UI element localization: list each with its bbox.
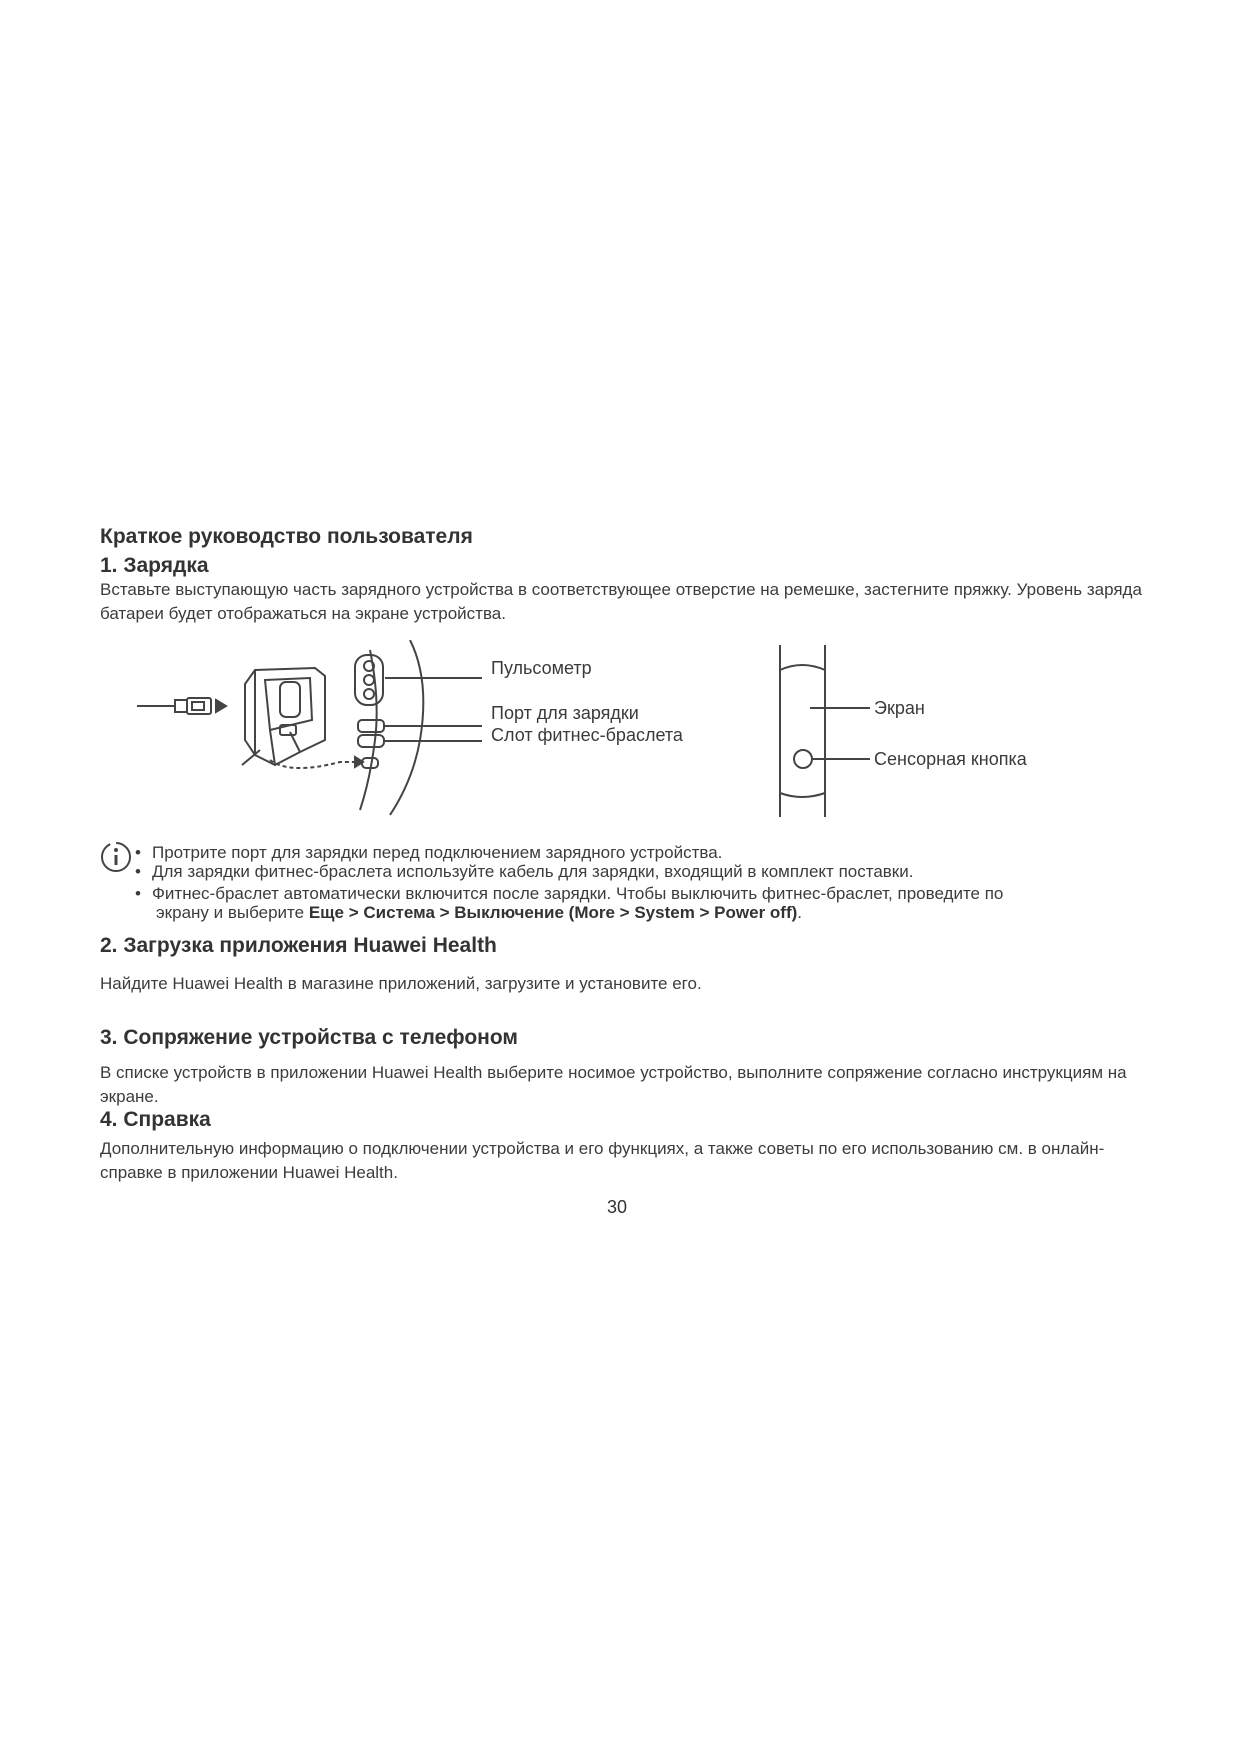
label-screen: Экран	[874, 698, 925, 718]
charging-illustration	[130, 640, 500, 820]
label-band-slot: Слот фитнес-браслета	[491, 725, 683, 745]
note-item: • Для зарядки фитнес-браслета используйте кабель для зарядки, входящий в комплект поставки.	[135, 862, 914, 881]
heart-rate-sensor	[355, 655, 383, 705]
arrow-icon	[216, 700, 226, 712]
section-heading-charging: 1. Зарядка	[100, 554, 209, 577]
section-heading-help: 4. Справка	[100, 1108, 211, 1131]
info-icon	[99, 840, 133, 874]
band-edge-right	[390, 640, 423, 815]
page-title: Краткое руководство пользователя	[100, 525, 473, 548]
menu-path: Еще > Система > Выключение (More > System > Power off)	[308, 903, 798, 922]
band-front-illustration	[770, 645, 880, 820]
section-body-app: Найдите Huawei Health в магазине приложений, загрузите и установите его.	[100, 974, 702, 993]
cable-plug-body	[175, 700, 187, 712]
section-heading-pairing: 3. Сопряжение устройства с телефоном	[100, 1026, 518, 1049]
band-edge-left	[360, 650, 377, 810]
label-heart-rate: Пульсометр	[491, 658, 592, 678]
label-charging-port: Порт для зарядки	[491, 703, 639, 723]
label-touch-button: Сенсорная кнопка	[874, 749, 1027, 769]
cable-connector	[187, 698, 211, 714]
section-body-help: Дополнительную информацию о подключении устройства и его функциях, а также советы по его использованию см. в онлайн-справке в приложении Huawei Health.	[100, 1139, 1105, 1182]
section-body-pairing: В списке устройств в приложении Huawei Health выберите носимое устройство, выполните сопряжение согласно инструкциям на экране.	[100, 1063, 1127, 1106]
section-body-charging: Вставьте выступающую часть зарядного устройства в соответствующее отверстие на ремешке, застегните пряжку. Уровень заряда батареи будет отображаться на экране устройства.	[100, 580, 1142, 623]
note-item: • Протрите порт для зарядки перед подключением зарядного устройства.	[135, 843, 723, 862]
charging-port	[358, 720, 384, 732]
touch-button	[794, 750, 812, 768]
band-slot	[358, 735, 384, 747]
section-heading-app: 2. Загрузка приложения Huawei Health	[100, 934, 497, 957]
note-item: • Фитнес-браслет автоматически включится после зарядки. Чтобы выключить фитнес-браслет, проведите по	[135, 884, 1004, 903]
page-number: 30	[607, 1197, 628, 1217]
note-item-continuation: экрану и выберите Еще > Система > Выключение (More > System > Power off).	[156, 903, 803, 922]
